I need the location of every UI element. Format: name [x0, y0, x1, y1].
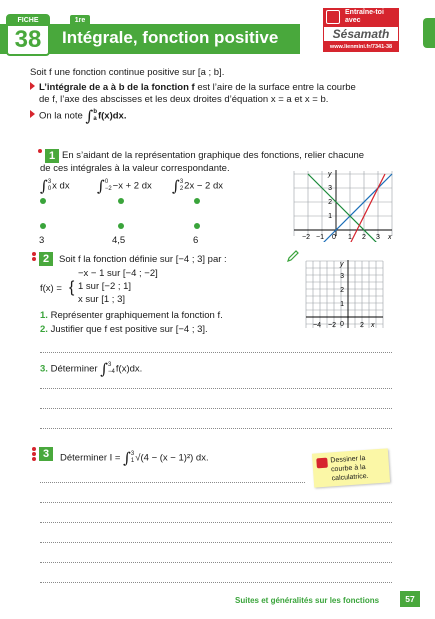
answer-line[interactable] — [40, 428, 392, 429]
intro-definition-bold: L’intégrale de a à b de la fonction f — [39, 81, 195, 93]
exercise-2-case-3: x sur [1 ; 3] — [78, 294, 125, 305]
intro-notation-prefix: On la note — [39, 110, 83, 122]
answer-line[interactable] — [40, 582, 392, 583]
sesamath-line2: avec — [345, 17, 361, 24]
answer-line[interactable] — [40, 388, 392, 389]
q2-number: 2. — [40, 324, 48, 335]
graph-1-xtick-2: −1 — [316, 234, 324, 241]
value-3: 6 — [193, 235, 199, 246]
answer-line[interactable] — [40, 502, 392, 503]
link-dot-integral-1[interactable] — [40, 198, 46, 204]
exercise-1-number: 1 — [45, 149, 59, 163]
integral-icon: ∫ — [100, 360, 109, 378]
graph-2-ytick-3: 3 — [340, 273, 344, 280]
side-tab — [423, 18, 435, 48]
intro-definition — [30, 82, 400, 107]
hint-sticky-note — [312, 448, 390, 487]
ex1-integral-1-expr: x dx — [52, 180, 70, 192]
link-dot-value-2[interactable] — [118, 223, 124, 229]
notation-limits: b a — [93, 108, 97, 122]
pencil-icon — [286, 249, 300, 263]
hint-text: Dessiner la courbe à la calculatrice. — [330, 454, 369, 483]
link-dot-value-3[interactable] — [194, 223, 200, 229]
intro-box — [30, 67, 400, 125]
exercise-3-badge — [32, 447, 54, 461]
answer-line[interactable] — [40, 352, 392, 353]
q3-text: Déterminer — [50, 363, 98, 375]
integral-icon: ∫ — [85, 106, 94, 125]
graph-2 — [304, 256, 386, 336]
exercise-2-fx: f(x) = — [40, 283, 62, 294]
q3-number: 3. — [40, 363, 48, 375]
ex3-expr: √(4 − (x − 1)²) dx. — [135, 452, 209, 464]
exercise-1-text1: En s’aidant de la représentation graphique des fonctions, relier chacune — [62, 150, 365, 161]
exercise-3-number: 3 — [39, 447, 53, 461]
integral-icon: ∫ — [40, 177, 48, 195]
ex1-integral-3-expr: 2x − 2 dx — [184, 180, 223, 192]
exercise-2-q2 — [40, 324, 208, 336]
graph-1-xtick-5: 3 — [376, 234, 380, 241]
graph-1 — [292, 166, 396, 242]
answer-line[interactable] — [40, 408, 392, 409]
graph-2-ytick-2: 2 — [340, 287, 344, 294]
answer-line[interactable] — [40, 522, 392, 523]
integral-icon: ∫ — [97, 177, 105, 195]
graph-1-ytick-2: 2 — [328, 199, 332, 206]
phone-icon — [326, 10, 340, 24]
fiche-label: FICHE — [8, 15, 48, 26]
q3-limits: 3 −4 — [108, 362, 115, 375]
sesamath-banner — [323, 8, 399, 26]
graph-1-xtick-3: 1 — [348, 234, 352, 241]
ex1-integral-2-limits: 0 −2 — [104, 179, 112, 192]
graph-2-xlabel: x — [371, 322, 375, 329]
graph-2-grid — [306, 261, 383, 328]
exercise-1-badge — [38, 149, 60, 163]
q3-expr: f(x)dx. — [115, 363, 143, 375]
fiche-badge — [6, 14, 50, 56]
intro-notation-expr: f(x)dx. — [97, 110, 127, 122]
graph-1-ytick-3: 3 — [328, 185, 332, 192]
graph-2-ylabel: y — [340, 261, 344, 268]
q2-text: Justifier que f est positive sur [−4 ; 3]. — [50, 324, 208, 335]
intro-notation — [30, 106, 400, 125]
answer-line[interactable] — [40, 562, 392, 563]
q1-text: Représenter graphiquement la fonction f. — [50, 310, 223, 321]
footer-chapter: Suites et généralités sur les fonctions — [235, 596, 380, 605]
graph-2-xtick-3: 2 — [360, 322, 364, 329]
grade-badge: 1re — [70, 15, 90, 26]
triangle-bullet-icon — [30, 110, 35, 118]
difficulty-dots — [32, 447, 38, 462]
exercise-2-q3 — [40, 362, 142, 376]
graph-1-origin: 0 — [332, 234, 336, 241]
ex3-text: Déterminer I = — [60, 452, 121, 464]
link-dot-value-1[interactable] — [40, 223, 46, 229]
graph-1-ytick-1: 1 — [328, 213, 332, 220]
answer-line[interactable] — [40, 542, 392, 543]
ex1-integral-3-limits: 3 2 — [179, 179, 184, 192]
exercise-2-number: 2 — [39, 252, 53, 266]
intro-line1: Soit f une fonction continue positive sur [a ; b]. — [30, 67, 225, 78]
graph-1-xtick-4: 2 — [362, 234, 366, 241]
sesamath-line1: Entraîne-toi — [345, 9, 384, 16]
thumbs-up-icon — [316, 458, 328, 469]
graph-1-ylabel: y — [328, 171, 332, 178]
page-number: 57 — [400, 591, 420, 607]
difficulty-dots — [32, 252, 38, 262]
intro-definition-rest: est l’aire de la surface entre la courbe — [194, 81, 356, 93]
value-1: 3 — [39, 235, 45, 246]
page-title: Intégrale, fonction positive — [62, 28, 279, 47]
sesamath-url[interactable]: www.lienmini.fr/7341-38 — [323, 42, 399, 52]
ex1-integral-1 — [40, 177, 70, 195]
brace-icon: { — [69, 279, 75, 296]
triangle-bullet-icon — [30, 82, 35, 90]
exercise-3-statement — [60, 451, 209, 465]
q1-number: 1. — [40, 310, 48, 321]
ex1-integral-2-expr: −x + 2 dx — [112, 180, 152, 192]
graph-2-xtick-2: −2 — [328, 322, 336, 329]
graph-1-grid — [294, 171, 392, 236]
exercise-2-q1 — [40, 310, 223, 322]
exercise-2-intro: Soit f la fonction définie sur [−4 ; 3] par : — [59, 254, 227, 265]
graph-2-origin: 0 — [340, 321, 344, 328]
graph-2-ytick-1: 1 — [340, 301, 344, 308]
sesamath-box[interactable] — [323, 8, 399, 58]
exercise-2-case-2: 1 sur [−2 ; 1] — [78, 281, 132, 292]
link-dot-integral-3[interactable] — [194, 198, 200, 204]
ex1-integral-1-limits: 3 0 — [47, 179, 52, 192]
ex1-integral-3 — [172, 177, 223, 195]
integral-icon: ∫ — [123, 449, 131, 467]
graph-1-line-2x-minus-2 — [350, 174, 385, 242]
integral-icon: ∫ — [172, 177, 180, 195]
exercise-1-text2: de ces intégrales à la valeur correspondante. — [40, 163, 230, 174]
ex3-limits: 3 1 — [130, 451, 135, 464]
ex1-integral-2 — [97, 177, 152, 195]
sesamath-logo: Sésamath — [323, 26, 399, 42]
graph-1-xtick-1: −2 — [302, 234, 310, 241]
intro-definition-line3: de f, l’axe des abscisses et les deux droites d’équation x = a et x = b. — [39, 94, 329, 105]
graph-1-line-x — [322, 174, 392, 242]
exercise-2-case-1: −x − 1 sur [−4 ; −2] — [78, 268, 158, 279]
answer-line[interactable] — [40, 482, 305, 483]
exercise-2-badge — [32, 252, 54, 266]
fiche-number: 38 — [14, 26, 42, 53]
graph-2-xtick-1: −4 — [313, 322, 321, 329]
value-2: 4,5 — [112, 235, 126, 246]
link-dot-integral-2[interactable] — [118, 198, 124, 204]
difficulty-dots — [38, 149, 44, 154]
graph-1-xlabel: x — [388, 234, 392, 241]
